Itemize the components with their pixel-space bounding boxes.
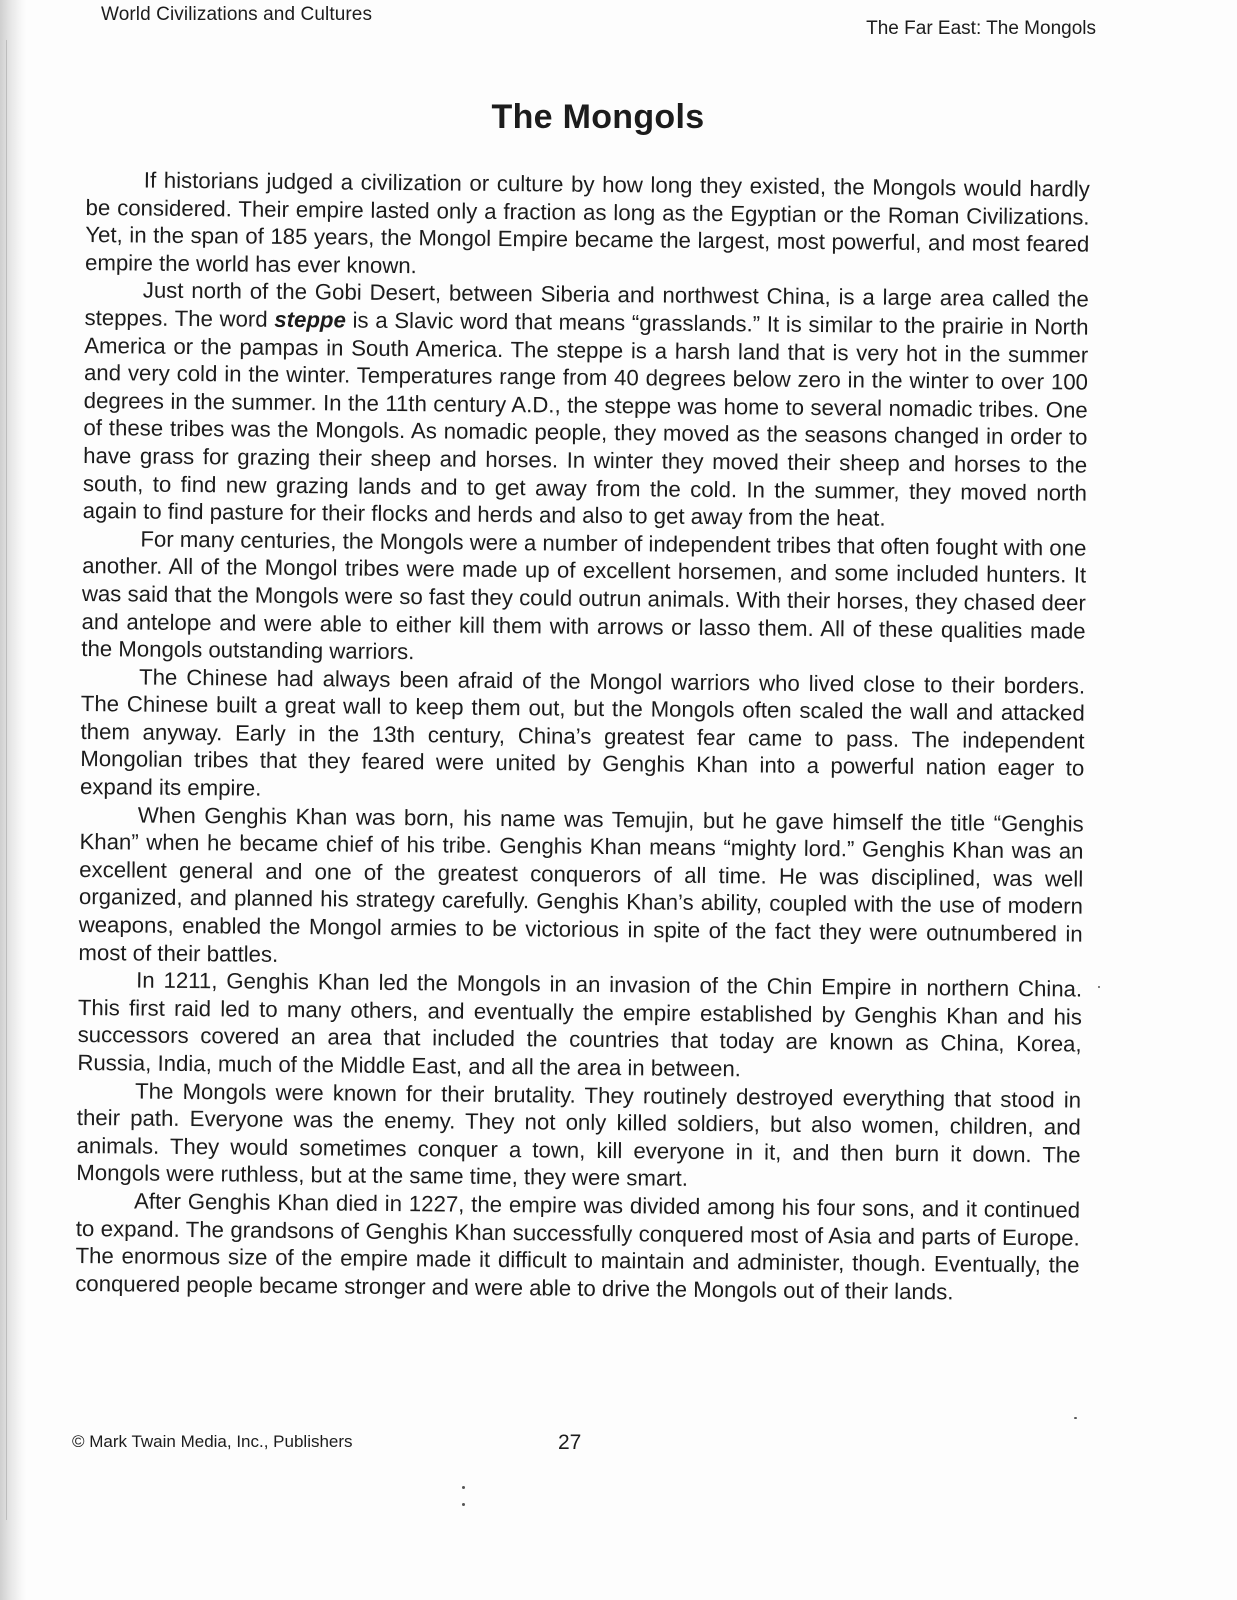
page-title: The Mongols bbox=[491, 98, 705, 136]
paragraph-text: Just north of the Gobi Desert, between Siberia and northwest China, is a large area called the steppes. The word bbox=[84, 277, 1089, 332]
scan-speck bbox=[462, 1486, 465, 1489]
scan-speck bbox=[1074, 1417, 1077, 1419]
paragraph-6 bbox=[77, 966, 1082, 1086]
paragraph-3 bbox=[81, 525, 1086, 673]
paragraph-2 bbox=[83, 276, 1089, 534]
copyright-notice: © Mark Twain Media, Inc., Publishers bbox=[72, 1432, 353, 1451]
scan-edge-line bbox=[6, 40, 7, 1520]
page-number: 27 bbox=[558, 1431, 582, 1454]
running-header-book-title: World Civilizations and Cultures bbox=[101, 4, 373, 25]
paragraph-text: For many centuries, the Mongols were a number of independent tribes that often fought with one another. All of the Mongol tribes were made up of excellent horsemen, and some included hunters. It was said that the Mongols were so fast they could outrun animals. With their horses, they chased deer and antelope and were able to either kill them with arrows or lasso them. All of these qualities made the Mongols outstanding warriors. bbox=[81, 526, 1087, 665]
scan-edge-shadow bbox=[0, 0, 26, 1600]
paragraph-text: is a Slavic word that means “grasslands.” It is similar to the prairie in North America or the pampas in South America. The steppe is a harsh land that is very hot in the summer and very cold in the winter. Temperatures range from 40 degrees below zero in the winter to over 100 degrees in the summer. In the 11th century A.D., the steppe was home to several nomadic tribes. One of these tribes was the Mongols. As nomadic people, they moved as the seasons changed in order to have grass for grazing their sheep and horses. In winter they moved their sheep and horses to the south, to find new grazing lands and to get away from the cold. In the summer, they moved north again to find pasture for their flocks and herds and also to get away from the heat. bbox=[82, 307, 1089, 531]
paragraph-text: The Chinese had always been afraid of the Mongol warriors who lived close to their borders. The Chinese built a great wall to keep them out, but the Mongols often scaled the wall and attacked them anyway. Early in the 13th century, China’s greatest fear came to pass. The independent Mongolian tribes that they feared were united by Genghis Khan into a powerful nation eager to expand its empire. bbox=[79, 664, 1086, 801]
article-body bbox=[75, 166, 1090, 1307]
paragraph-8 bbox=[75, 1187, 1080, 1307]
paragraph-1 bbox=[85, 166, 1090, 286]
scan-speck bbox=[462, 1503, 465, 1506]
paragraph-text: When Genghis Khan was born, his name was Temujin, but he gave himself the title “Genghis Khan” when he became chief of his tribe. Genghis Khan means “mighty lord.” Genghis Khan was an excellent general and one of the greatest conquerors of all time. He was disciplined, was well organized, and planned his strategy carefully. Genghis Khan’s ability, coupled with the use of modern weapons, enabled the Mongol armies to be victorious in spite of the fact they were outnumbered in most of their battles. bbox=[78, 802, 1084, 967]
paragraph-text: After Genghis Khan died in 1227, the empire was divided among his four sons, and it continued to expand. The grandsons of Genghis Khan successfully conquered most of Asia and parts of Europe. The enormous size of the empire made it difficult to maintain and administer, though. Eventually, the conquered people became stronger and were able to drive the Mongols out of their lands. bbox=[75, 1188, 1081, 1305]
scan-speck bbox=[1098, 986, 1100, 988]
paragraph-text: The Mongols were known for their brutality. They routinely destroyed everything that stood in their path. Everyone was the enemy. They not only killed soldiers, but also women, children, and animals. They would sometimes conquer a town, kill everyone in it, and then burn it down. The Mongols were ruthless, but at the same time, they were smart. bbox=[76, 1078, 1082, 1192]
paragraph-7 bbox=[76, 1077, 1081, 1197]
running-header-chapter: The Far East: The Mongols bbox=[866, 18, 1096, 39]
paragraph-4 bbox=[80, 663, 1085, 811]
paragraph-5 bbox=[78, 801, 1084, 976]
paragraph-text: In 1211, Genghis Khan led the Mongols in an invasion of the Chin Empire in northern China. This first raid led to many others, and eventually the empire established by Genghis Khan and his successors covered an area that included the countries that today are known as China, Korea, Russia, India, much of the Middle East, and all the area in between. bbox=[77, 967, 1083, 1082]
vocabulary-term: steppe bbox=[274, 306, 347, 333]
paragraph-text: If historians judged a civilization or culture by how long they existed, the Mongols would hardly be considered. Their empire lasted only a fraction as long as the Egyptian or the Roman Civilizations. Yet, in the span of 185 years, the Mongol Empire became the largest, most powerful, and most feared empire the world has ever known. bbox=[84, 167, 1090, 278]
